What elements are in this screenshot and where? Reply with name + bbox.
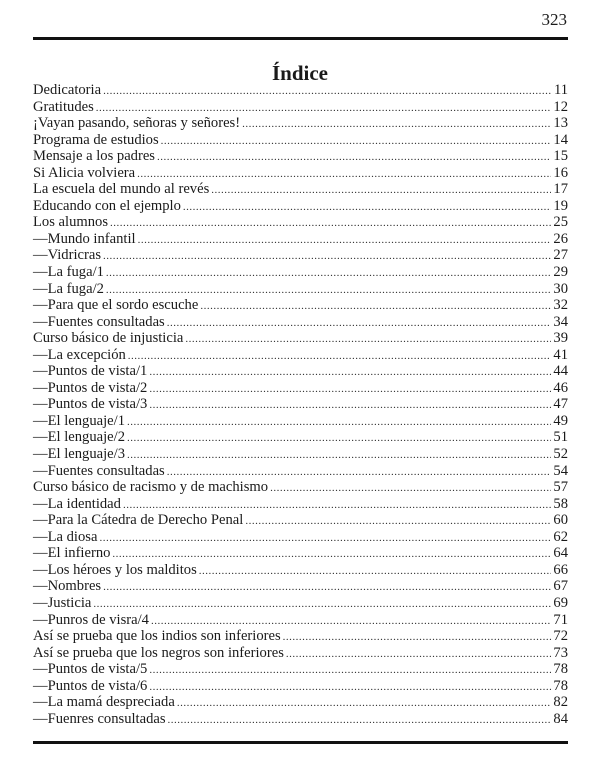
dot-leader [127,414,551,431]
toc-entry [33,496,568,513]
toc-entry [33,380,568,397]
dot-leader [103,83,552,100]
toc-entry-page: 73 [553,644,568,661]
dot-leader [149,397,551,414]
toc-entry-title: —La mamá despreciada [33,694,175,711]
toc-entry-page: 71 [553,611,568,628]
toc-entry-page: 16 [553,164,568,181]
dot-leader [283,629,552,646]
toc-entry [33,479,568,496]
dot-leader [123,497,551,514]
toc-entry-page: 17 [553,181,568,198]
toc-entry-title: Si Alicia volviera [33,164,136,181]
toc-entry-title: Curso básico de racismo y de machismo [33,479,269,496]
toc-entry-title: Programa de estudios [33,131,159,148]
dot-leader [286,646,552,663]
toc-entry-title: —Fuenres consultadas [33,710,166,727]
toc-entry-page: 54 [553,462,568,479]
toc-entry-title: Así se prueba que los indios son inferiores [33,628,281,645]
toc-entry-page: 78 [553,677,568,694]
dot-leader [185,331,551,348]
dot-leader [177,695,552,712]
toc-entry-title: —Nombres [33,578,102,595]
toc-entry [33,82,568,99]
table-of-contents [33,82,568,727]
toc-entry-title: Los alumnos [33,214,108,231]
toc-entry-page: 62 [553,528,568,545]
toc-entry [33,661,568,678]
toc-entry-page: 66 [553,561,568,578]
dot-leader [149,679,551,696]
toc-entry [33,347,568,364]
toc-entry [33,429,568,446]
toc-entry-page: 72 [553,628,568,645]
toc-entry-page: 51 [553,429,568,446]
toc-entry-title: Curso básico de injusticia [33,330,184,347]
toc-entry [33,529,568,546]
toc-entry [33,330,568,347]
toc-entry-title: Dedicatoria [33,82,102,98]
dot-leader [270,480,551,497]
dot-leader [157,149,551,166]
toc-entry-title: La escuela del mundo al revés [33,181,210,198]
dot-leader [242,116,551,133]
toc-entry [33,645,568,662]
dot-leader [138,232,552,249]
toc-entry-title: Así se prueba que los negros son inferiores [33,644,284,661]
toc-entry-title: —Vidricras [33,247,102,264]
dot-leader [127,430,551,447]
toc-entry [33,595,568,612]
dot-leader [151,613,551,630]
dot-leader [161,133,552,150]
toc-entry [33,198,568,215]
toc-entry [33,247,568,264]
toc-entry [33,463,568,480]
toc-entry-title: —Puntos de vista/6 [33,677,148,694]
toc-entry [33,99,568,116]
toc-entry-page: 69 [553,594,568,611]
toc-entry-title: —Puntos de vista/5 [33,661,148,678]
toc-entry-title: —La identidad [33,495,121,512]
header-rule [33,37,568,40]
toc-entry-title: —La excepción [33,346,126,363]
toc-entry [33,281,568,298]
toc-entry [33,148,568,165]
toc-entry-page: 82 [553,694,568,711]
toc-entry-page: 84 [553,710,568,727]
toc-entry-page: 44 [553,363,568,380]
dot-leader [168,712,552,729]
toc-entry-page: 15 [553,148,568,165]
toc-entry-page: 39 [553,330,568,347]
toc-entry [33,297,568,314]
toc-entry-title: —Puntos de vista/3 [33,396,148,413]
dot-leader [128,348,552,365]
toc-entry-title: —Para la Cátedra de Derecho Penal [33,512,244,529]
toc-entry-title: —El lenguaje/1 [33,412,125,429]
toc-entry-page: 27 [553,247,568,264]
toc-entry-page: 26 [553,230,568,247]
toc-entry-title: Educando con el ejemplo [33,197,181,214]
toc-entry [33,264,568,281]
dot-leader [149,662,551,679]
toc-entry [33,446,568,463]
toc-entry [33,396,568,413]
toc-entry-title: —La fuga/2 [33,280,104,297]
toc-entry [33,165,568,182]
toc-entry-page: 32 [553,297,568,314]
dot-leader [106,265,551,282]
toc-entry [33,612,568,629]
toc-entry-title: Gratitudes [33,98,94,115]
toc-entry [33,181,568,198]
toc-entry [33,363,568,380]
toc-entry-page: 11 [553,82,568,98]
toc-entry-page: 52 [553,446,568,463]
toc-entry [33,545,568,562]
toc-entry-page: 12 [553,98,568,115]
toc-entry-page: 19 [553,197,568,214]
toc-entry-title: ¡Vayan pasando, señoras y señores! [33,115,241,132]
dot-leader [149,381,551,398]
toc-entry [33,413,568,430]
toc-entry-title: —El lenguaje/3 [33,446,125,463]
dot-leader [200,298,551,315]
dot-leader [183,199,551,216]
footer-rule [33,741,568,744]
toc-entry-title: —Justicia [33,594,92,611]
toc-entry-title: —La fuga/1 [33,264,104,281]
dot-leader [93,596,551,613]
toc-entry-title: —Punros de visra/4 [33,611,149,628]
page-number: 323 [541,10,567,29]
toc-entry [33,694,568,711]
toc-entry-title: —Los héroes y los malditos [33,561,197,578]
toc-entry-title: —Puntos de vista/2 [33,379,148,396]
dot-leader [127,447,551,464]
dot-leader [103,579,551,596]
toc-entry [33,231,568,248]
toc-entry [33,711,568,728]
toc-entry-page: 25 [553,214,568,231]
toc-entry-page: 41 [553,346,568,363]
dot-leader [137,166,551,183]
toc-entry-page: 58 [553,495,568,512]
toc-entry [33,678,568,695]
dot-leader [167,464,552,481]
toc-entry-title: —La diosa [33,528,98,545]
toc-entry [33,578,568,595]
toc-entry-title: —El infierno [33,545,111,562]
toc-entry-title: Mensaje a los padres [33,148,155,165]
toc-entry-page: 78 [553,661,568,678]
toc-entry-title: —Para que el sordo escuche [33,297,199,314]
toc-entry-title: —El lenguaje/2 [33,429,125,446]
toc-entry-page: 67 [553,578,568,595]
toc-entry [33,512,568,529]
toc-entry-page: 60 [553,512,568,529]
toc-entry [33,628,568,645]
toc-entry-page: 13 [553,115,568,132]
dot-leader [112,546,551,563]
toc-entry [33,214,568,231]
page-title: Índice [271,61,328,85]
dot-leader [149,364,551,381]
toc-entry-title: —Fuentes consultadas [33,462,165,479]
toc-entry-title: —Puntos de vista/1 [33,363,148,380]
dot-leader [110,215,551,232]
dot-leader [103,248,551,265]
toc-entry-page: 46 [553,379,568,396]
dot-leader [99,530,551,547]
toc-entry-page: 47 [553,396,568,413]
toc-entry [33,314,568,331]
dot-leader [167,315,552,332]
toc-entry-page: 57 [553,479,568,496]
toc-entry-title: —Fuentes consultadas [33,313,165,330]
toc-entry-page: 49 [553,412,568,429]
toc-entry-page: 30 [553,280,568,297]
toc-entry [33,562,568,579]
toc-entry-page: 64 [553,545,568,562]
toc-entry-page: 34 [553,313,568,330]
toc-entry-title: —Mundo infantil [33,230,136,247]
dot-leader [211,182,551,199]
toc-entry [33,115,568,132]
dot-leader [199,563,552,580]
dot-leader [106,282,551,299]
dot-leader [96,100,552,117]
dot-leader [245,513,551,530]
toc-entry-page: 14 [553,131,568,148]
toc-entry [33,132,568,149]
toc-entry-page: 29 [553,264,568,281]
